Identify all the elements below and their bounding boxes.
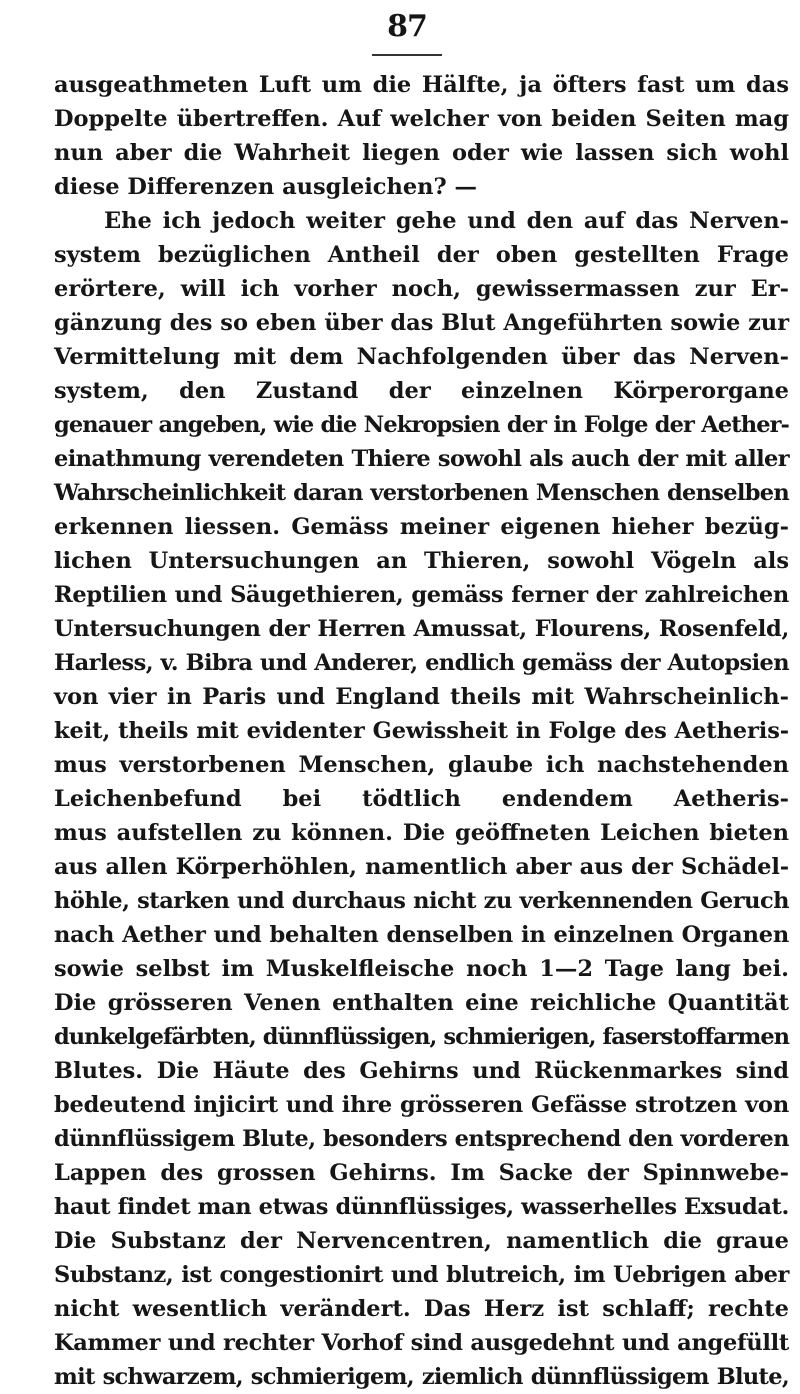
text-line: genauer angeben, wie die Nekropsien der in Folge der Aether- bbox=[54, 412, 789, 438]
text-line: Vermittelung mit dem Nachfolgenden über das Nerven- bbox=[54, 344, 789, 370]
text-line: einathmung verendeten Thiere sowohl als auch der mit aller bbox=[54, 446, 789, 472]
text-line: keit, theils mit evidenter Gewissheit in Folge des Aetheris- bbox=[54, 718, 789, 744]
text-line: Reptilien und Säugethieren, gemäss ferner der zahlreichen bbox=[54, 582, 789, 608]
text-line: Lappen des grossen Gehirns. Im Sacke der Spinnwebe- bbox=[54, 1160, 789, 1186]
text-line: Die grösseren Venen enthalten eine reichliche Quantität bbox=[54, 990, 789, 1016]
text-line: nun aber die Wahrheit liegen oder wie lassen sich wohl bbox=[54, 140, 789, 166]
text-line: gänzung des so eben über das Blut Angeführten sowie zur bbox=[54, 310, 790, 336]
text-line: mit schwarzem, schmierigem, ziemlich dünnflüssigem Blute, bbox=[54, 1364, 789, 1390]
text-line: nach Aether und behalten denselben in einzelnen Organen bbox=[54, 922, 789, 948]
text-line: sowie selbst im Muskelfleische noch 1—2 Tage lang bei. bbox=[54, 956, 789, 982]
text-line: mus aufstellen zu können. Die geöffneten Leichen bieten bbox=[54, 820, 789, 846]
text-line: von vier in Paris und England theils mit Wahrscheinlich- bbox=[54, 684, 789, 710]
text-line: Wahrscheinlichkeit daran verstorbenen Menschen denselben bbox=[54, 480, 789, 506]
text-line: dunkelgefärbten, dünnflüssigen, schmierigen, faserstoffarmen bbox=[54, 1024, 789, 1050]
text-line: system bezüglichen Antheil der oben gestellten Frage bbox=[54, 242, 789, 268]
text-line: nicht wesentlich verändert. Das Herz ist schlaff; rechte bbox=[54, 1296, 789, 1322]
text-line: Blutes. Die Häute des Gehirns und Rückenmarkes sind bbox=[54, 1058, 789, 1084]
text-line: Substanz, ist congestionirt und blutreich, im Uebrigen aber bbox=[54, 1262, 789, 1288]
text-line: system, den Zustand der einzelnen Körperorgane bbox=[54, 378, 789, 404]
page-number: 87 bbox=[387, 9, 427, 44]
text-line: Doppelte übertreffen. Auf welcher von beiden Seiten mag bbox=[54, 106, 789, 132]
text-line: diese Differenzen ausgleichen? — bbox=[54, 174, 478, 200]
text-line: erörtere, will ich vorher noch, gewissermassen zur Er- bbox=[54, 276, 789, 302]
text-line: bedeutend injicirt und ihre grösseren Gefässe strotzen von bbox=[54, 1092, 789, 1118]
text-line: aus allen Körperhöhlen, namentlich aber aus der Schädel- bbox=[54, 854, 789, 880]
text-line: mus verstorbenen Menschen, glaube ich nachstehenden bbox=[54, 752, 789, 778]
text-line: Die Substanz der Nervencentren, namentlich die graue bbox=[54, 1228, 789, 1254]
text-line: Leichenbefund bei tödtlich endendem Aetheris- bbox=[54, 786, 789, 812]
text-line: Ehe ich jedoch weiter gehe und den auf das Nerven- bbox=[104, 208, 789, 234]
header-rule bbox=[372, 54, 442, 56]
text-line: lichen Untersuchungen an Thieren, sowohl Vögeln als bbox=[54, 548, 789, 574]
text-line: Untersuchungen der Herren Amussat, Flourens, Rosenfeld, bbox=[54, 616, 789, 642]
text-line: Kammer und rechter Vorhof sind ausgedehnt und angefüllt bbox=[54, 1330, 789, 1356]
text-line: erkennen liessen. Gemäss meiner eigenen hieher bezüg- bbox=[54, 514, 789, 540]
text-line: haut findet man etwas dünnflüssiges, wasserhelles Exsudat. bbox=[54, 1194, 789, 1220]
text-line: höhle, starken und durchaus nicht zu verkennenden Geruch bbox=[54, 888, 789, 914]
text-line: dünnflüssigem Blute, besonders entsprechend den vorderen bbox=[54, 1126, 789, 1152]
text-line: Harless, v. Bibra und Anderer, endlich gemäss der Autopsien bbox=[54, 650, 789, 676]
text-line: ausgeathmeten Luft um die Hälfte, ja öfters fast um das bbox=[54, 72, 789, 98]
